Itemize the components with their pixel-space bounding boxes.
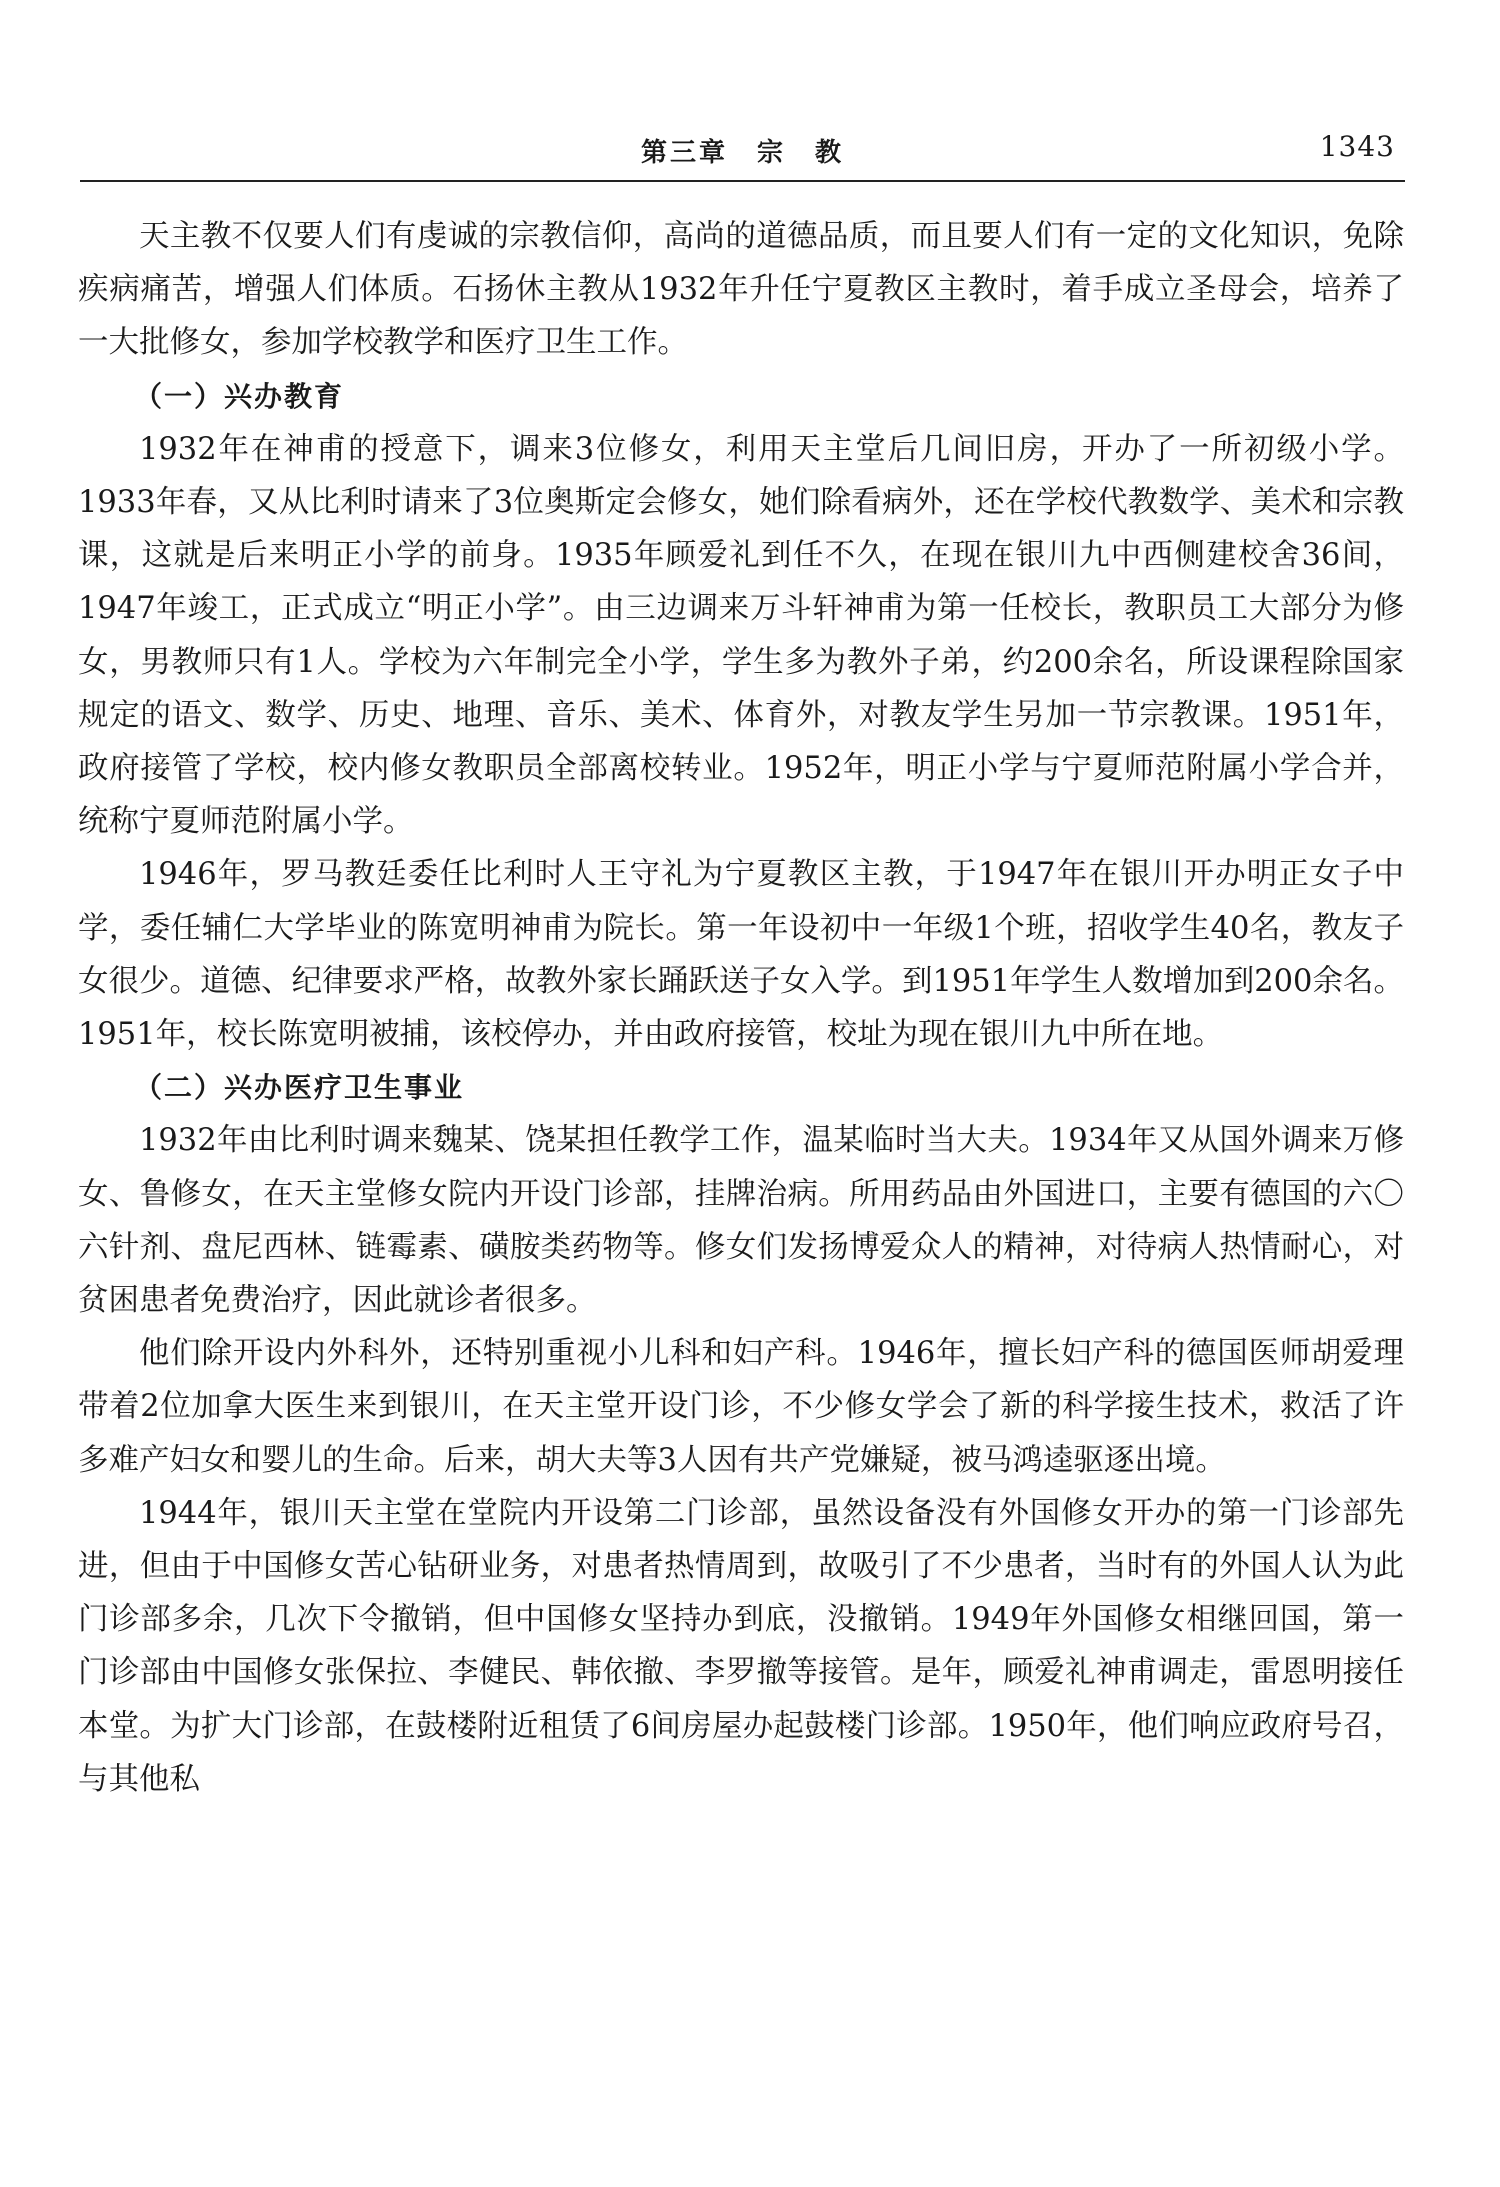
education-paragraph-2: 1946年，罗马教廷委任比利时人王守礼为宁夏教区主教，于1947年在银川开办明正女子中学，委任辅仁大学毕业的陈宽明神甫为院长。第一年设初中一年级1个班，招收学生40名，教友子女很少。道德、纪律要求严格，故教外家长踊跃送子女入学。到1951年学生人数增加到200余名。1951年，校长陈宽明被捕，该校停办，并由政府接管，校址为现在银川九中所在地。 xyxy=(78,857,1404,1053)
medical-paragraph-2: 他们除开设内外科外，还特别重视小儿科和妇产科。1946年，擅长妇产科的德国医师胡爱理带着2位加拿大医生来到银川，在天主堂开设门诊，不少修女学会了新的科学接生技术，救活了许多难产妇女和婴儿的生命。后来，胡大夫等3人因有共产党嫌疑，被马鸿逵驱逐出境。 xyxy=(78,1336,1404,1478)
chapter-title: 第三章 宗 教 xyxy=(640,138,844,168)
medical-paragraph-3: 1944年，银川天主堂在堂院内开设第二门诊部，虽然设备没有外国修女开办的第一门诊部先进，但由于中国修女苦心钻研业务，对患者热情周到，故吸引了不少患者，当时有的外国人认为此门诊部多余，几次下令撤销，但中国修女坚持办到底，没撤销。1949年外国修女相继回国，第一门诊部由中国修女张保拉、李健民、韩依撤、李罗撤等接管。是年，顾爱礼神甫调走，雷恩明接任本堂。为扩大门诊部，在鼓楼附近租赁了6间房屋办起鼓楼门诊部。1950年，他们响应政府号召，与其他私 xyxy=(78,1495,1404,1797)
body-text xyxy=(78,210,1404,1806)
section-heading-medical: （二）兴办医疗卫生事业 xyxy=(134,1071,465,1105)
page-number: 1343 xyxy=(1319,130,1395,163)
section-heading-education: （一）兴办教育 xyxy=(134,379,345,413)
medical-paragraph-1: 1932年由比利时调来魏某、饶某担任教学工作，温某临时当大夫。1934年又从国外调来万修女、鲁修女，在天主堂修女院内开设门诊部，挂牌治病。所用药品由外国进口，主要有德国的六〇六针剂、盘尼西林、链霉素、磺胺类药物等。修女们发扬博爱众人的精神，对待病人热情耐心，对贫困患者免费治疗，因此就诊者很多。 xyxy=(78,1123,1404,1319)
intro-paragraph: 天主教不仅要人们有虔诚的宗教信仰，高尚的道德品质，而且要人们有一定的文化知识，免除疾病痛苦，增强人们体质。石扬休主教从1932年升任宁夏教区主教时，着手成立圣母会，培养了一大批修女，参加学校教学和医疗卫生工作。 xyxy=(78,219,1404,361)
education-paragraph-1: 1932年在神甫的授意下，调来3位修女，利用天主堂后几间旧房，开办了一所初级小学。1933年春，又从比利时请来了3位奥斯定会修女，她们除看病外，还在学校代教数学、美术和宗教课，这就是后来明正小学的前身。1935年顾爱礼到任不久，在现在银川九中西侧建校舍36间，1947年竣工，正式成立“明正小学”。由三边调来万斗轩神甫为第一任校长，教职员工大部分为修女，男教师只有1人。学校为六年制完全小学，学生多为教外子弟，约200余名，所设课程除国家规定的语文、数学、历史、地理、音乐、美术、体育外，对教友学生另加一节宗教课。1951年，政府接管了学校，校内修女教职员全部离校转业。1952年，明正小学与宁夏师范附属小学合并，统称宁夏师范附属小学。 xyxy=(78,431,1404,840)
running-header xyxy=(80,128,1405,178)
header-rule xyxy=(80,180,1405,182)
